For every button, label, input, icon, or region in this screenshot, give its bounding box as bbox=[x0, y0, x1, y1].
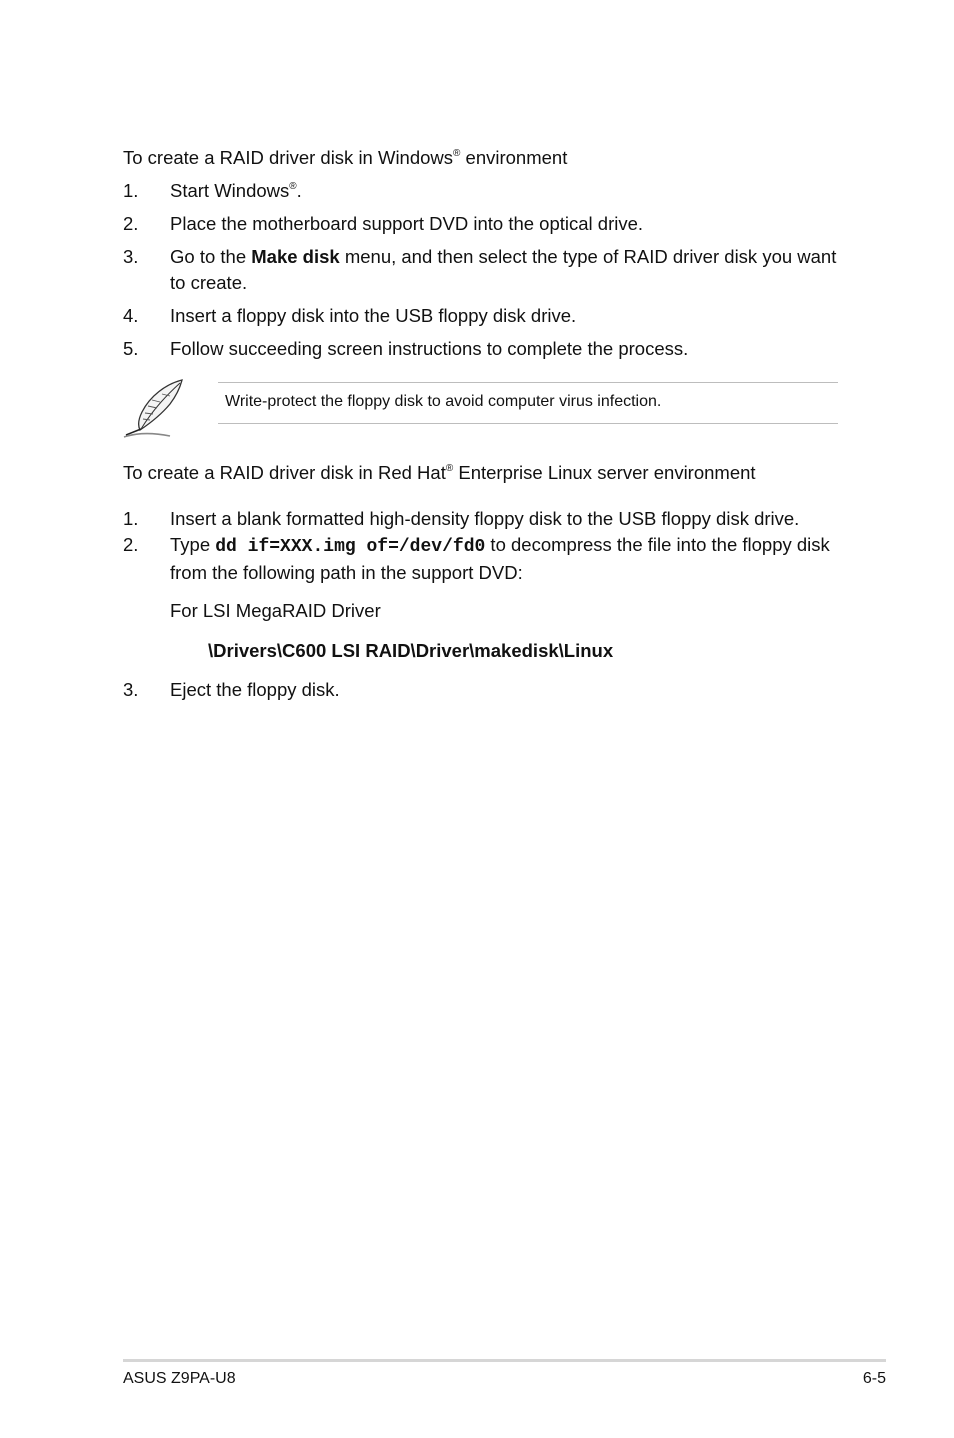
note-text: Write-protect the floppy disk to avoid computer virus infection. bbox=[225, 393, 662, 410]
list-item bbox=[123, 178, 843, 204]
make-disk-menu-name: Make disk bbox=[251, 246, 340, 267]
step-text-end: . bbox=[296, 180, 302, 201]
heading-text-end: Enterprise Linux server environment bbox=[453, 462, 756, 483]
footer-product-name: ASUS Z9PA-U8 bbox=[123, 1370, 236, 1387]
heading-text: To create a RAID driver disk in Red Hat bbox=[123, 462, 446, 483]
list-item bbox=[123, 532, 843, 586]
list-item bbox=[123, 336, 843, 362]
note-box bbox=[218, 382, 838, 424]
step-text: Insert a floppy disk into the USB floppy disk drive. bbox=[170, 305, 577, 326]
list-item bbox=[123, 244, 843, 296]
step-text: Start Windows bbox=[170, 180, 290, 201]
step-text: Place the motherboard support DVD into the optical drive. bbox=[170, 213, 644, 234]
step-number: 5. bbox=[123, 338, 139, 359]
step-text: Follow succeeding screen instructions to complete the process. bbox=[170, 338, 689, 359]
step-number: 2. bbox=[123, 534, 139, 555]
step-number: 3. bbox=[123, 679, 139, 700]
step-text: Eject the floppy disk. bbox=[170, 679, 340, 700]
step-text: Insert a blank formatted high-density floppy disk to the USB floppy disk drive. bbox=[170, 508, 800, 529]
feather-pen-icon bbox=[120, 376, 186, 440]
registered-mark: ® bbox=[289, 180, 297, 192]
step-text: Go to the bbox=[170, 246, 252, 267]
step-number: 2. bbox=[123, 213, 139, 234]
step-number: 1. bbox=[123, 180, 139, 201]
driver-label: For LSI MegaRAID Driver bbox=[170, 600, 381, 621]
list-item bbox=[123, 506, 843, 532]
step-text-end: menu, and then select the type of RAID driver disk you want to create. bbox=[170, 246, 837, 293]
step-number: 1. bbox=[123, 508, 139, 529]
page-number: 6-5 bbox=[862, 1370, 886, 1387]
heading-text: To create a RAID driver disk in Windows bbox=[123, 147, 454, 168]
driver-path: \Drivers\C600 LSI RAID\Driver\makedisk\Linux bbox=[208, 640, 614, 661]
step-text: Type bbox=[170, 534, 216, 555]
section-heading-windows bbox=[123, 145, 567, 171]
list-item bbox=[123, 677, 843, 703]
registered-mark: ® bbox=[445, 462, 454, 474]
list-item bbox=[123, 211, 843, 237]
registered-mark: ® bbox=[453, 147, 461, 159]
step-number: 4. bbox=[123, 305, 139, 326]
command-code: dd if=XXX.img of=/dev/fd0 bbox=[215, 537, 486, 557]
heading-text-end: environment bbox=[460, 147, 568, 168]
step-text-end: to decompress the file into the floppy disk from the following path in the support DVD: bbox=[170, 534, 830, 583]
footer-divider bbox=[123, 1359, 886, 1362]
step-number: 3. bbox=[123, 246, 139, 267]
section-heading-linux bbox=[123, 460, 756, 486]
list-item bbox=[123, 303, 843, 329]
